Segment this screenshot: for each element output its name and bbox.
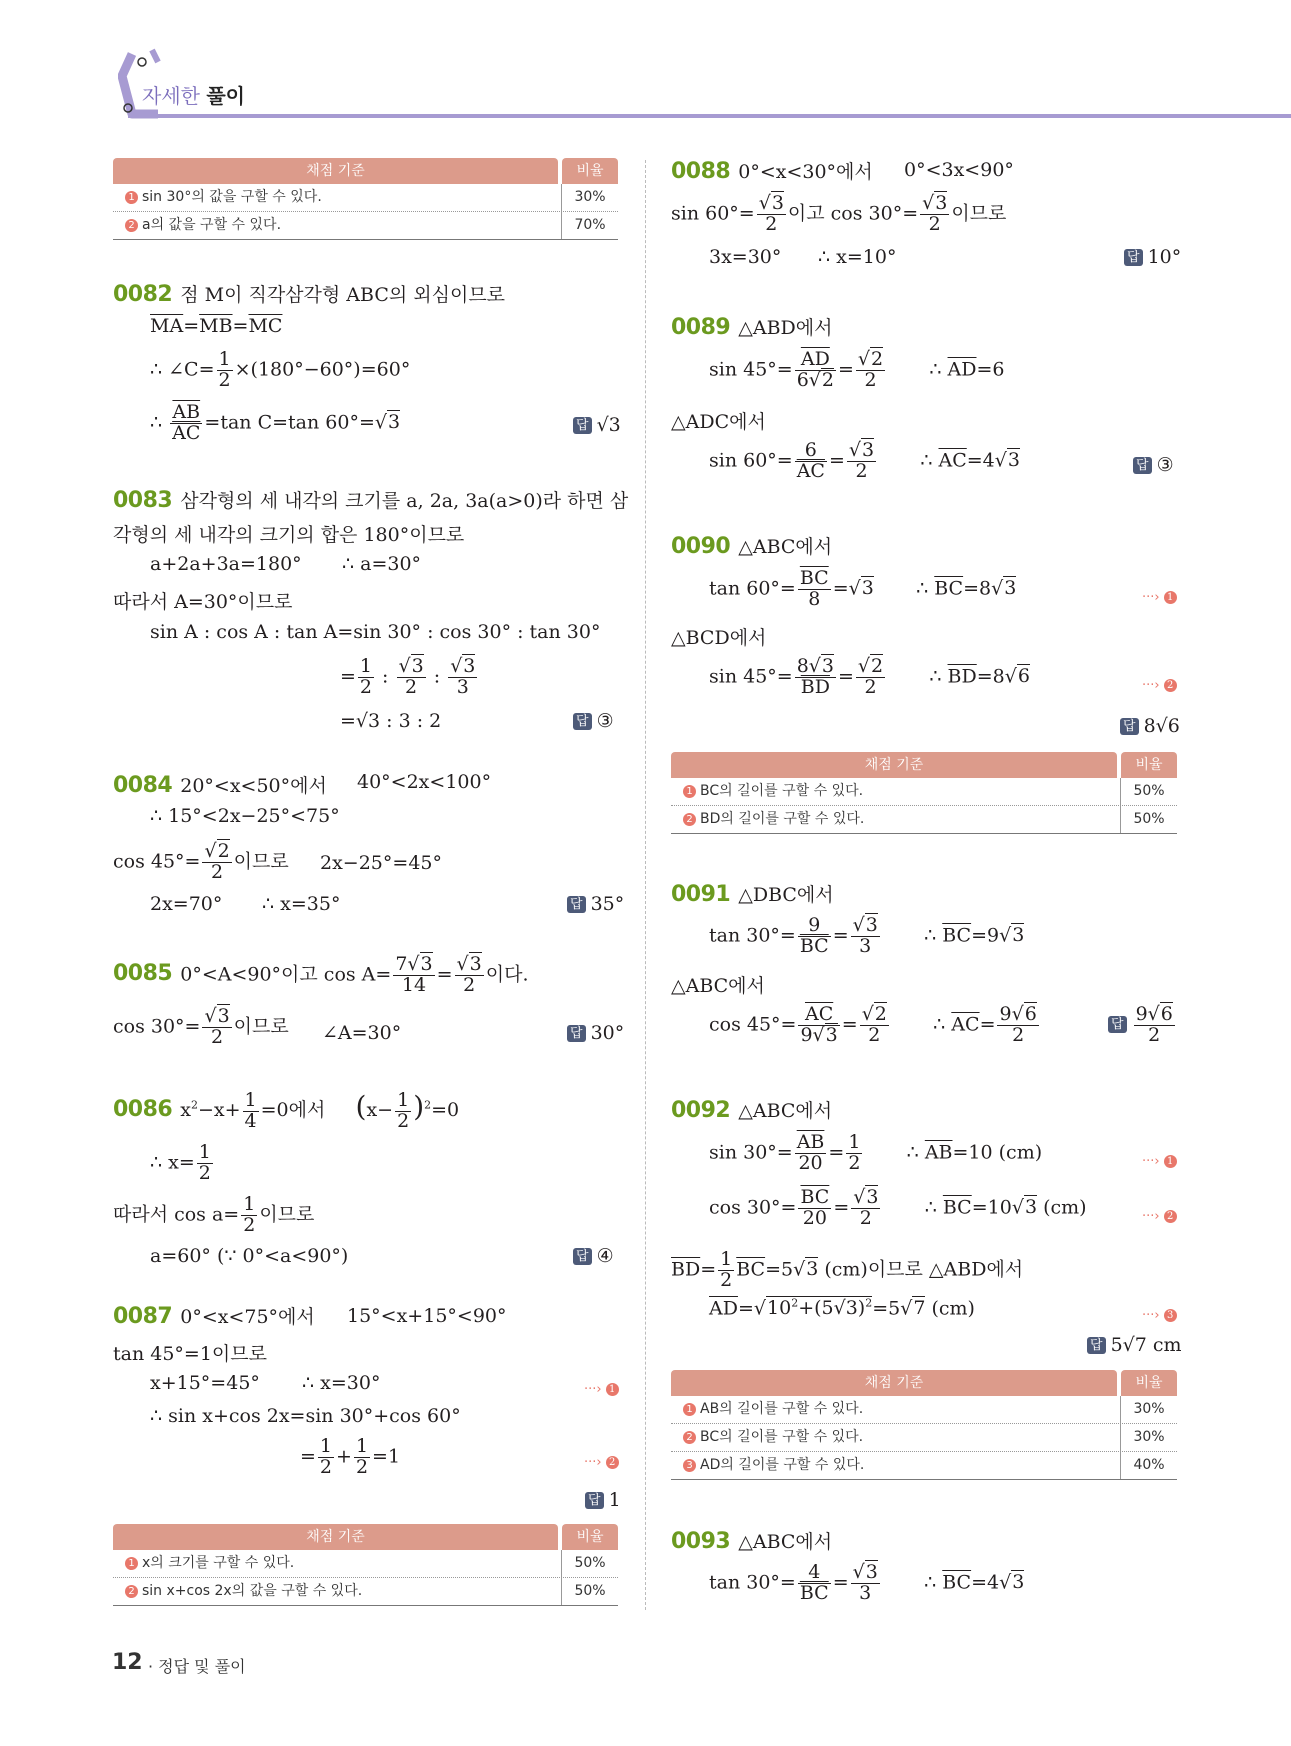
table-header-ratio: 비율 (1121, 1370, 1177, 1396)
table-header-ratio: 비율 (1121, 752, 1177, 778)
answer-value: 35° (590, 893, 625, 915)
problem-0091-line2: tan 30°= $\frac{9}{BC}$ = $\frac{√3}{3}$ ∴ $\overline{BC}=9√3$ (709, 914, 1025, 957)
problem-text: 점 M이 직각삼각형 ABC의 외심이므로 (180, 284, 506, 306)
problem-0084-line2: ∴ 15°<2x−25°<75° (150, 805, 340, 827)
problem-0085-line2b: ∠A=30° (322, 1022, 402, 1044)
problem-text: △DBC에서 (738, 884, 834, 906)
answer-badge-icon: 답 (573, 417, 592, 434)
problem-0083-line3a: a+2a+3a=180° (150, 553, 302, 575)
table-row (113, 184, 618, 212)
answer-value: 1 (608, 1489, 621, 1511)
criterion: a의 값을 구할 수 있다. (142, 217, 282, 233)
problem-0087-line2: tan 45°=1이므로 (113, 1343, 267, 1365)
problem-text: △ABC에서 (738, 536, 833, 558)
problem-0084-line1 (113, 771, 327, 798)
problem-0089-line4: sin 60°= $\frac{6}{AC}$ = $\frac{√3}{2}$ ∴ $\overline{AC}=4√3$ (709, 439, 1020, 482)
answer-value: 30° (590, 1022, 625, 1044)
problem-0090-line1 (671, 532, 832, 559)
answer-badge-icon: 답 (573, 1248, 592, 1265)
header-title-b: 풀이 (206, 84, 245, 108)
table-header: 채점 기준 (671, 1370, 1117, 1396)
problem-0083-line7: =√3 : 3 : 2 (340, 710, 442, 732)
problem-0086-line4: a=60° (∵ 0°<a<90°) (150, 1245, 349, 1267)
step-marker: 2 (125, 1585, 138, 1598)
step-marker: 1 (125, 191, 138, 204)
problem-0083-line6: = $\frac{1}{2}$ : $\frac{√3}{2}$ : $\frac{√3}{3}$ (340, 655, 476, 698)
ratio: 30% (561, 184, 618, 211)
problem-0084-line4b: ∴ x=35° (262, 893, 341, 915)
problem-0086-line2: ∴ x= $\frac{1}{2}$ (150, 1141, 211, 1184)
problem-0086-line1: 0086 $x^2-x+$ $\frac{1}{4}$ =0에서 (x− $\frac{1}{2}$ )$^2$=0 (113, 1088, 460, 1132)
answer-value: √3 (596, 414, 621, 436)
problem-0083-line1 (113, 486, 628, 513)
problem-0091-line3: △ABC에서 (671, 975, 765, 997)
answer-0088 (1124, 246, 1181, 268)
problem-0091-line1 (671, 880, 834, 907)
criterion: AD의 길이를 구할 수 있다. (700, 1457, 865, 1473)
problem-0082-line3: ∴ ∠C= $\frac{1}{2}$ ×(180°−60°)=60° (150, 348, 411, 391)
answer-value: 8√6 (1143, 715, 1180, 737)
problem-text: 0°<A<90°이고 cos A= (180, 963, 392, 986)
problem-text: 삼각형의 세 내각의 크기를 a, 2a, 3a(a>0)라 하면 삼 (180, 490, 629, 512)
problem-text-end: 이다. (485, 963, 529, 986)
answer-badge-icon: 답 (1124, 249, 1143, 266)
problem-number: 0083 (113, 488, 173, 513)
answer-0090 (1120, 715, 1180, 737)
problem-0092-line5: $\overline{AD}=√10^2+(5√3)^2=5√7$ (cm) (709, 1297, 975, 1320)
scoring-table-0081 (113, 158, 618, 240)
ratio: 50% (1120, 806, 1177, 833)
ratio: 50% (561, 1550, 618, 1577)
answer-badge-icon: 답 (585, 1492, 604, 1509)
table-row (113, 212, 618, 240)
step-marker: 1 (683, 785, 696, 798)
answer-0091: 답 $\frac{9√6}{2}$ (1108, 1005, 1177, 1046)
ratio: 50% (1120, 778, 1177, 805)
step-marker-3: ···› 3 (1142, 1302, 1181, 1324)
problem-number: 0086 (113, 1097, 173, 1122)
step-marker-1: ···› 1 (1142, 584, 1181, 606)
problem-number: 0087 (113, 1304, 173, 1329)
problem-0088-line3a: 3x=30° (709, 246, 782, 268)
ratio: 30% (1120, 1424, 1177, 1451)
problem-number: 0090 (671, 534, 731, 559)
answer-badge-icon: 답 (1087, 1337, 1106, 1354)
answer-0087 (585, 1489, 621, 1511)
problem-number: 0089 (671, 315, 731, 340)
problem-0085-line1: 0085 0°<A<90°이고 cos A= $\frac{7√3}{14}$ = $\frac{√3}{2}$ 이다. (113, 953, 529, 996)
criterion: BD의 길이를 구할 수 있다. (700, 811, 865, 827)
answer-0084 (567, 893, 624, 915)
problem-0082-line2: $\overline{MA}=\overline{MB}=\overline{MC}$ (150, 315, 283, 337)
header-rule (128, 114, 1291, 118)
problem-0083-line3b: ∴ a=30° (342, 553, 422, 575)
step-marker-2: ···› 2 (1142, 1203, 1181, 1225)
problem-0088-line1 (671, 157, 873, 184)
problem-text: △ABD에서 (738, 317, 833, 339)
problem-0093-line2: tan 30°= $\frac{4}{BC}$ = $\frac{√3}{3}$ ∴ $\overline{BC}=4√3$ (709, 1561, 1025, 1604)
step-marker: 1 (683, 1403, 696, 1416)
criterion: sin 30°의 값을 구할 수 있다. (142, 189, 322, 205)
table-row (671, 1424, 1177, 1452)
answer-value: ③ (596, 710, 614, 732)
answer-badge-icon: 답 (1133, 457, 1152, 474)
problem-0083-line5: sin A : cos A : tan A=sin 30° : cos 30° : tan 30° (150, 621, 601, 643)
ratio: 70% (561, 212, 618, 239)
criterion: BC의 길이를 구할 수 있다. (700, 783, 864, 799)
problem-0087-line4: ∴ sin x+cos 2x=sin 30°+cos 60° (150, 1405, 461, 1427)
answer-0089 (1133, 454, 1174, 476)
table-row (671, 1452, 1177, 1480)
problem-number: 0093 (671, 1529, 731, 1554)
criterion: sin x+cos 2x의 값을 구할 수 있다. (142, 1583, 363, 1599)
problem-0090-line4: sin 45°= $\frac{8√3}{BD}$ = $\frac{√2}{2}$ ∴ $\overline{BD}=8√6$ (709, 655, 1030, 698)
problem-0087-line5: = $\frac{1}{2}$ + $\frac{1}{2}$ =1 (300, 1435, 401, 1478)
answer-badge-icon: 답 (1120, 718, 1139, 735)
step-marker: 2 (683, 1431, 696, 1444)
answer-0082 (573, 414, 621, 436)
problem-0087-line3a: x+15°=45° (150, 1372, 260, 1394)
table-row (113, 1578, 618, 1606)
answer-0083 (573, 710, 614, 732)
problem-0092-line2: sin 30°= $\frac{\overline{AB}}{20}$ = $\frac{1}{2}$ ∴ $\overline{AB}=10$ (cm) (709, 1131, 1043, 1174)
criterion: BC의 길이를 구할 수 있다. (700, 1429, 864, 1445)
table-row (671, 1396, 1177, 1424)
problem-text-end: 이므로 (259, 1203, 315, 1226)
problem-0084-line4a: 2x=70° (150, 893, 223, 915)
header-title (142, 80, 245, 109)
step-marker-2: ···› 2 (1142, 672, 1181, 694)
problem-0083-line2: 각형의 세 내각의 크기의 합은 180°이므로 (113, 524, 465, 546)
step-marker-1: ···› 1 (584, 1376, 623, 1398)
header-title-a: 자세한 (142, 84, 200, 108)
problem-0090-line2: tan 60°= $\frac{\overline{BC}}{8}$ =√3 ∴ $\overline{BC}=8√3$ (709, 567, 1017, 610)
problem-0089-line3: △ADC에서 (671, 411, 766, 433)
problem-0082-line1 (113, 280, 505, 307)
table-header-ratio: 비율 (562, 158, 618, 184)
problem-number: 0082 (113, 282, 173, 307)
problem-text: △ABC에서 (738, 1100, 833, 1122)
problem-0085-line2: cos 30°= $\frac{√3}{2}$ 이므로 (113, 1005, 289, 1048)
problem-0088-line2: sin 60°= $\frac{√3}{2}$ 이고 cos 30°= $\frac{√3}{2}$ 이므로 (671, 192, 1007, 235)
problem-0092-line1 (671, 1096, 832, 1123)
problem-0086-line3: 따라서 cos a= $\frac{1}{2}$ 이므로 (113, 1193, 315, 1236)
problem-0088-line3b: ∴ x=10° (818, 246, 897, 268)
problem-number: 0084 (113, 773, 173, 798)
problem-number: 0091 (671, 882, 731, 907)
problem-0087-line1 (113, 1302, 315, 1329)
problem-0089-line1 (671, 313, 832, 340)
table-row (671, 778, 1177, 806)
problem-0082-line4: ∴ $\frac{\overline{AB}}{AC}$ =tan C=tan 60°=√3 (150, 401, 401, 444)
step-marker: 3 (683, 1459, 696, 1472)
step-marker: 2 (683, 813, 696, 826)
step-marker: 2 (125, 219, 138, 232)
page-number: 12 (112, 1650, 143, 1675)
problem-text: 따라서 cos a= (113, 1203, 240, 1226)
criterion: AB의 길이를 구할 수 있다. (700, 1401, 864, 1417)
table-header: 채점 기준 (113, 1524, 558, 1550)
answer-badge-icon: 답 (567, 1025, 586, 1042)
scoring-table-0087 (113, 1524, 618, 1606)
footer-label: · 정답 및 풀이 (148, 1657, 246, 1676)
scoring-table-0092 (671, 1370, 1177, 1480)
problem-0091-line4: cos 45°= $\frac{\overline{AC}}{9√3}$ = $\frac{√2}{2}$ ∴ $\overline{AC}=$ $\frac{9√6}{2}$ (709, 1003, 1037, 1046)
answer-value: ④ (596, 1245, 614, 1267)
problem-0092-line3: cos 30°= $\frac{\overline{BC}}{20}$ = $\frac{√3}{2}$ ∴ $\overline{BC}=10√3$ (cm) (709, 1186, 1087, 1229)
step-marker-2: ···› 2 (584, 1449, 623, 1471)
problem-0089-line2: sin 45°= $\frac{\overline{AD}}{6√2}$ = $\frac{√2}{2}$ ∴ $\overline{AD}=6$ (709, 348, 1005, 391)
problem-text: 20°<x<50°에서 (180, 775, 327, 797)
problem-0090-line3: △BCD에서 (671, 627, 767, 649)
ratio: 30% (1120, 1396, 1177, 1423)
table-header-ratio: 비율 (562, 1524, 618, 1550)
problem-text: 0°<x<75°에서 (180, 1306, 315, 1328)
answer-badge-icon: 답 (567, 896, 586, 913)
answer-0092 (1087, 1334, 1182, 1356)
problem-number: 0092 (671, 1098, 731, 1123)
table-header: 채점 기준 (671, 752, 1117, 778)
scoring-table-0090 (671, 752, 1177, 834)
problem-0084-line1b: 40°<2x<100° (357, 771, 492, 793)
problem-0084-line3: cos 45°= $\frac{√2}{2}$ 이므로 (113, 840, 289, 883)
answer-badge-icon: 답 (1108, 1016, 1127, 1033)
step-marker: 1 (125, 1557, 138, 1570)
problem-0093-line1 (671, 1527, 832, 1554)
problem-0087-line1b: 15°<x+15°<90° (347, 1305, 507, 1327)
problem-0083-line4: 따라서 A=30°이므로 (113, 591, 293, 613)
answer-badge-icon: 답 (573, 713, 592, 730)
answer-0086 (573, 1245, 614, 1267)
answer-0085 (567, 1022, 624, 1044)
problem-text: △ABC에서 (738, 1531, 833, 1553)
problem-0092-line4: $\overline{BD}=$ $\frac{1}{2}$ $\overline{BC}=5√3$ (cm)이므로 △ABD에서 (671, 1248, 1024, 1291)
ratio: 40% (1120, 1452, 1177, 1479)
problem-number: 0085 (113, 961, 173, 987)
ratio: 50% (561, 1578, 618, 1605)
column-divider (645, 160, 646, 1610)
table-row (671, 806, 1177, 834)
table-header: 채점 기준 (113, 158, 558, 184)
problem-number: 0088 (671, 159, 731, 184)
answer-value: 5√7 cm (1110, 1334, 1182, 1356)
table-row (113, 1550, 618, 1578)
problem-0087-line3b: ∴ x=30° (302, 1372, 381, 1394)
answer-value: ③ (1156, 454, 1174, 476)
step-marker-1: ···› 1 (1142, 1148, 1181, 1170)
criterion: x의 크기를 구할 수 있다. (142, 1555, 295, 1571)
problem-0088-line1b: 0°<3x<90° (904, 159, 1014, 181)
answer-value: 10° (1147, 246, 1182, 268)
problem-text: 0°<x<30°에서 (738, 161, 873, 183)
problem-0084-line3b: 2x−25°=45° (320, 852, 442, 874)
